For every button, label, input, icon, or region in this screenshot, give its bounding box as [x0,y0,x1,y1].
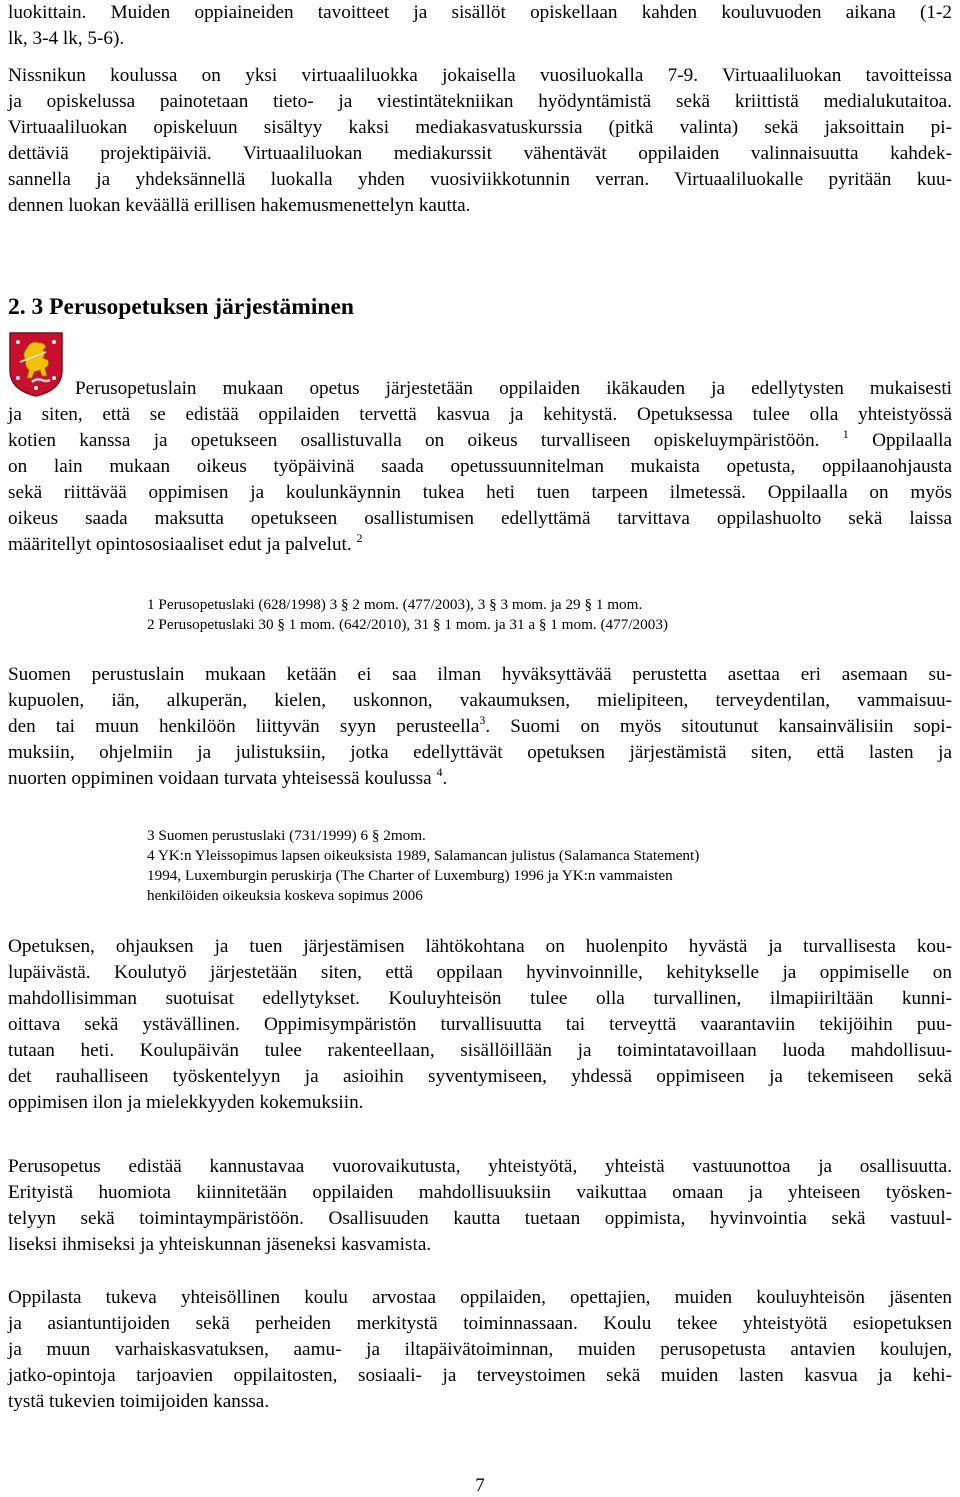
text-line: ja opiskelussa painotetaan tieto- ja viestintätekniikan hyödyntämistä sekä kriittistä medialukutaitoa. [8,91,952,112]
text-fragment: . [442,768,448,789]
paragraph-2 [8,63,952,219]
text-line: Oppilasta tukeva yhteisöllinen koulu arvostaa oppilaiden, opettajien, muiden kouluyhteisön jäsenten [8,1287,952,1308]
paragraph-5 [8,934,952,1116]
text-line: Perusopetuslain mukaan opetus järjestetään oppilaiden ikäkauden ja edellytysten mukaisesti [75,378,952,399]
footnote-3: 3 Suomen perustuslaki (731/1999) 6 § 2mom. [147,827,426,844]
text-line: Erityistä huomiota kiinnitetään oppilaiden mahdollisuuksiin vaikuttaa omaan ja yhteiseen työsken- [8,1182,952,1203]
text-line: Virtuaaliluokan opiskeluun sisältyy kaksi mediakasvatuskurssia (pitkä valinta) sekä jaksoittain pi- [8,117,952,138]
text-line: sannella ja yhdeksännellä luokalla yhden vuosiviikkotunnin verran. Virtuaaliluokalle pyritään kuu- [8,169,952,190]
text-line: lupäivästä. Koulutyö järjestetään siten, että oppilaan hyvinvoinnille, kehitykselle ja oppimiselle on [8,962,952,983]
paragraph-6 [8,1154,952,1258]
footnote-ref-2[interactable]: 2 [356,531,363,545]
text-line: oikeus saada maksutta opetukseen osallistumisen edellyttämä tarvittava oppilashuolto sekä laissa [8,508,952,529]
footnote-ref-3[interactable]: 3 [479,713,486,727]
paragraph-7 [8,1285,952,1415]
text-line: on lain mukaan oikeus työpäivinä saada opetussuunnitelman mukaista opetusta, oppilaanohjausta [8,456,952,477]
text-fragment: den tai muun henkilöön liittyvän syyn perusteella [8,716,480,737]
text-line: Suomen perustuslain mukaan ketään ei saa ilman hyväksyttävää perustetta asettaa eri asemaan su- [8,664,952,685]
text-line [8,532,952,558]
text-line: luokittain. Muiden oppiaineiden tavoitteet ja sisällöt opiskellaan kahden kouluvuoden aikana (1-2 [8,2,952,23]
text-fragment: Oppilaalla [872,430,953,451]
text-line: Opetuksen, ohjauksen ja tuen järjestämisen lähtökohtana on huolenpito hyvästä ja turvallisesta kou- [8,936,952,957]
text-line: ja siten, että se edistää oppilaiden tervettä kasvua ja kehitystä. Opetuksessa tulee olla yhteistyössä [8,404,952,425]
text-fragment: . Suomi on myös sitoutunut kansainvälisiin sopi- [485,716,952,737]
text-fragment: määritellyt opintososiaaliset edut ja palvelut. [8,534,352,555]
text-line [8,714,952,740]
paragraph-4 [8,662,952,792]
footnotes-block-1 [147,595,847,635]
text-line: Perusopetus edistää kannustavaa vuorovaikutusta, yhteistyötä, yhteistä vastuunottoa ja osallisuutta. [8,1156,952,1177]
text-line: telyyn sekä toimintaympäristöön. Osallisuuden kautta tuetaan oppimista, hyvinvointia sekä vastuul- [8,1208,952,1229]
footnote-1: 1 Perusopetuslaki (628/1998) 3 § 2 mom. (477/2003), 3 § 3 mom. ja 29 § 1 mom. [147,596,643,613]
text-line: lk, 3-4 lk, 5-6). [8,28,125,49]
paragraph-1 [8,0,952,52]
text-fragment: nuorten oppiminen voidaan turvata yhteisessä koulussa [8,768,432,789]
text-line: liseksi ihmiseksi ja yhteiskunnan jäseneksi kasvamista. [8,1234,432,1255]
text-line: mahdollisimman suotuisat edellytykset. Kouluyhteisön tulee olla turvallinen, ilmapiiriltään kunni- [8,988,952,1009]
footnote-ref-4[interactable]: 4 [436,765,443,779]
text-line: sekä riittävää oppimisen ja koulunkäynnin tukea heti tuen tarpeen ilmetessä. Oppilaalla on myös [8,482,952,503]
text-line: muksiin, ohjelmiin ja julistuksiin, jotka edellyttävät opetuksen järjestämistä siten, että lasten ja [8,742,952,763]
text-line: oppimisen ilon ja mielekkyyden kokemuksiin. [8,1092,364,1113]
paragraph-3 [8,376,952,558]
text-line [8,428,952,454]
text-line: jatko-opintoja tarjoavien oppilaitosten, sosiaali- ja terveystoimen sekä muiden lasten kasvua ja kehi- [8,1365,952,1386]
footnote-4-continued: henkilöiden oikeuksia koskeva sopimus 2006 [147,887,423,904]
text-line: kupuolen, iän, alkuperän, kielen, uskonnon, vakaumuksen, mielipiteen, terveydentilan, vammaisuu- [8,690,952,711]
footnotes-block-2 [147,826,847,906]
text-line: ja muun varhaiskasvatuksen, aamu- ja iltapäivätoiminnan, muiden perusopetusta antavien koulujen, [8,1339,952,1360]
text-line: dettäviä projektipäiviä. Virtuaaliluokan mediakurssit vähentävät oppilaiden valinnaisuutta kahdek- [8,143,952,164]
footnote-ref-1[interactable]: 1 [842,427,849,441]
text-fragment: kotien kanssa ja opetukseen osallistuvalla on oikeus turvalliseen opiskeluympäristöön. [8,430,820,451]
page-number: 7 [475,1475,485,1496]
footnote-4-continued: 1994, Luxemburgin peruskirja (The Charter of Luxemburg) 1996 ja YK:n vammaisten [147,867,673,884]
text-line: dennen luokan keväällä erillisen hakemusmenettelyn kautta. [8,195,471,216]
text-line: oittava sekä ystävällinen. Oppimisympäristön turvallisuutta tai terveyttä vaarantaviin tekijöihin puu- [8,1014,952,1035]
footnote-4: 4 YK:n Yleissopimus lapsen oikeuksista 1989, Salamancan julistus (Salamanca Statement) [147,847,700,864]
text-line: det rauhalliseen työskentelyyn ja asioihin syventymiseen, yhdessä oppimiseen ja tekemiseen sekä [8,1066,952,1087]
text-line: Nissnikun koulussa on yksi virtuaaliluokka jokaisella vuosiluokalla 7-9. Virtuaaliluokan tavoitteissa [8,65,952,86]
text-line: tystä tukevien toimijoiden kanssa. [8,1391,270,1412]
section-heading: 2. 3 Perusopetuksen järjestäminen [8,294,354,320]
footnote-2: 2 Perusopetuslaki 30 § 1 mom. (642/2010), 31 § 1 mom. ja 31 a § 1 mom. (477/2003) [147,616,668,633]
text-line: tutaan heti. Koulupäivän tulee rakenteellaan, sisällöillään ja toimintatavoillaan luoda mahdollisuu- [8,1040,952,1061]
text-line [8,766,952,792]
text-line: ja asiantuntijoiden sekä perheiden merkitystä toiminnassaan. Koulu tekee yhteistyötä esiopetuksen [8,1313,952,1334]
